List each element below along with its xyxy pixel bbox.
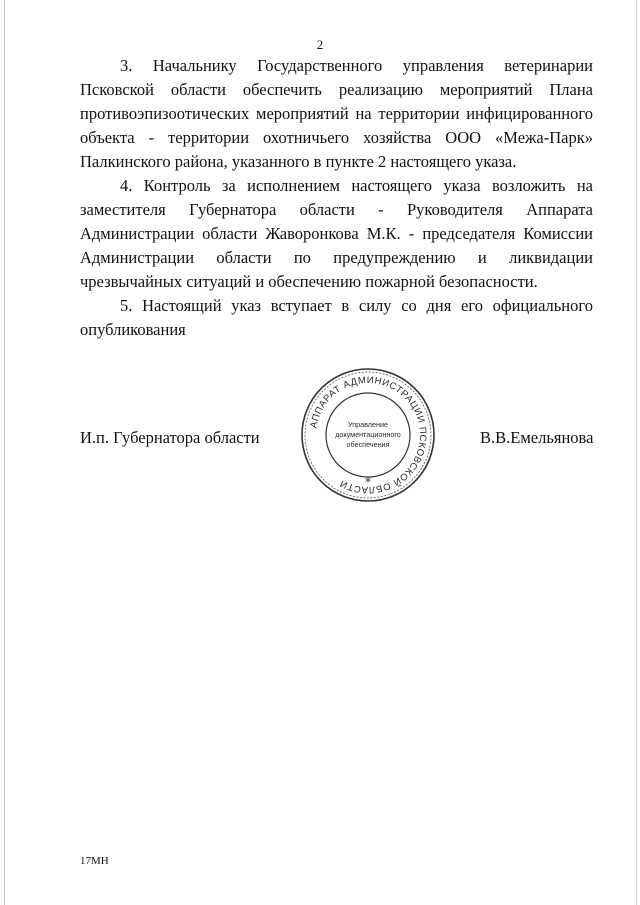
scan-edge-left (4, 0, 5, 905)
signatory-position: И.п. Губернатора области (80, 428, 260, 447)
paragraph-3: 3. Начальнику Государственного управления ветеринарии Псковской области обеспечить реализацию мероприятий Плана противоэпизоотических мероприятий на территории инфицированного объекта - территории охотничьего хозяйства ООО «Межа-Парк» Палкинского района, указанного в пункте 2 настоящего указа. (80, 56, 593, 171)
paragraph-5: 5. Настоящий указ вступает в силу со дня его официального опубликования (80, 296, 593, 339)
document-body (80, 54, 593, 342)
seal-star-icon: * (365, 475, 371, 489)
page-number: 2 (316, 37, 324, 52)
seal-center-line-2: документационного (335, 430, 401, 439)
seal-ring-text: АППАРАТ АДМИНИСТРАЦИИ ПСКОВСКОЙ ОБЛАСТИ (308, 374, 429, 496)
official-seal (298, 365, 438, 505)
seal-center-line-1: Управление (348, 420, 388, 429)
scan-edge-right (636, 0, 637, 905)
document-code: 17МН (80, 855, 109, 867)
paragraph-4: 4. Контроль за исполнением настоящего указа возложить на заместителя Губернатора области - Руководителя Аппарата Администрации области Жаворонкова М.К. - председателя Комиссии Администрации области по предупреждению и ликвидации чрезвычайных ситуаций и обеспечению пожарной безопасности. (80, 176, 593, 291)
signatory-name: В.В.Емельянова (480, 428, 594, 447)
seal-center-line-3: обеспечения (346, 440, 390, 449)
